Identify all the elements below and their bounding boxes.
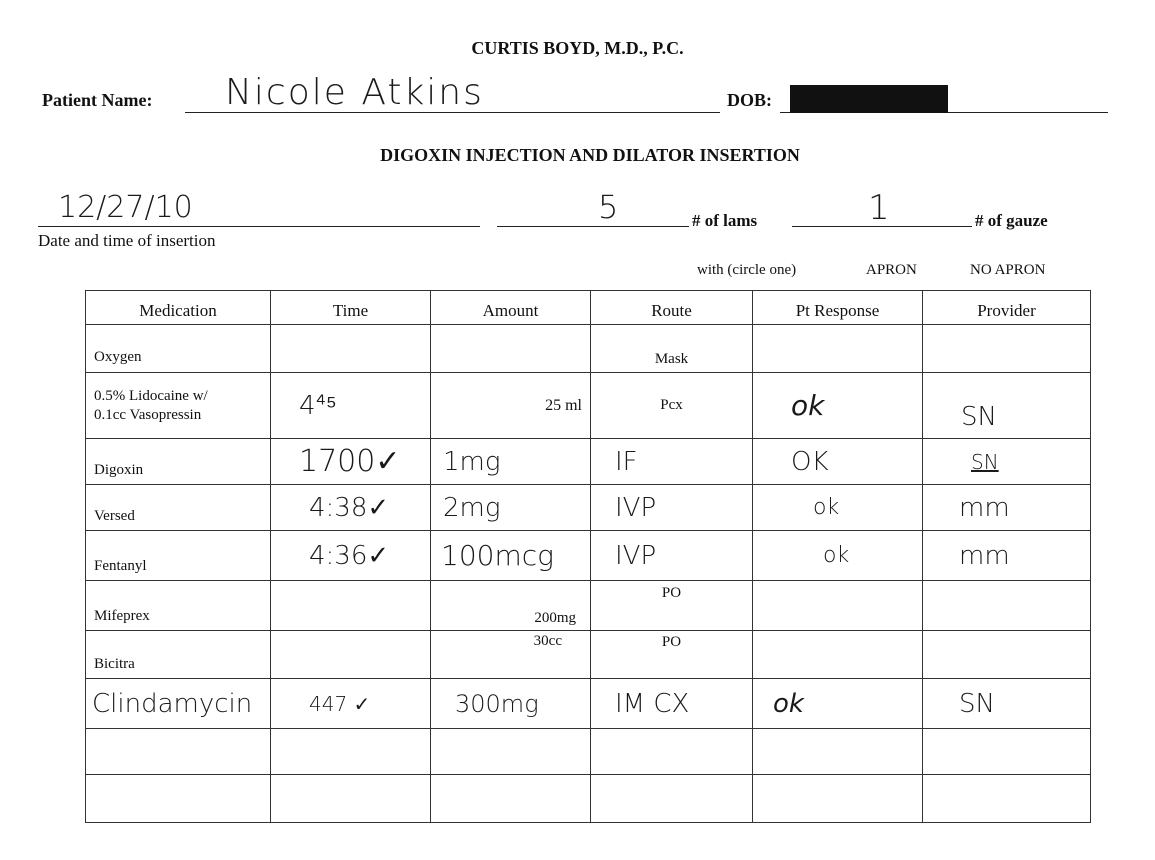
time-value: 447 ✓ — [309, 691, 371, 716]
response-cell — [753, 775, 923, 823]
response-value: ok — [791, 389, 825, 422]
medication-cell — [86, 531, 271, 581]
provider-value: SN — [959, 688, 995, 719]
route-value: Pcx — [660, 397, 683, 413]
medication-name: Oxygen — [94, 349, 142, 365]
provider-value: SN — [971, 449, 999, 474]
clinic-name: CURTIS BOYD, M.D., P.C. — [471, 38, 684, 58]
provider-value: SN — [961, 402, 997, 432]
time-cell — [271, 631, 431, 679]
response-cell — [753, 439, 923, 485]
time-cell — [271, 325, 431, 373]
no-apron-option: NO APRON — [970, 262, 1046, 278]
time-cell — [271, 373, 431, 439]
amount-cell — [431, 531, 591, 581]
time-cell — [271, 679, 431, 729]
time-value: 1700✓ — [299, 444, 401, 479]
time-cell — [271, 581, 431, 631]
provider-cell — [923, 373, 1091, 439]
response-cell — [753, 325, 923, 373]
dob-label: DOB: — [727, 90, 772, 110]
gauze-label: # of gauze — [975, 211, 1048, 230]
lams-value: 5 — [598, 188, 619, 226]
route-cell — [591, 679, 753, 729]
medication-cell — [86, 679, 271, 729]
table-row — [86, 325, 1091, 373]
provider-value: mm — [959, 492, 1010, 523]
apron-instruction: with (circle one) — [697, 262, 797, 278]
route-cell — [591, 775, 753, 823]
route-value: IM CX — [615, 688, 690, 719]
table-header-row — [86, 291, 1091, 325]
provider-cell — [923, 631, 1091, 679]
amount-cell — [431, 631, 591, 679]
dob-redaction — [790, 85, 948, 113]
amount-cell — [431, 679, 591, 729]
column-header-pt-response: Pt Response — [753, 291, 923, 325]
amount-value: 100mcg — [441, 539, 554, 572]
column-header-time: Time — [271, 291, 431, 325]
column-header-amount: Amount — [431, 291, 591, 325]
table-row — [86, 581, 1091, 631]
route-cell — [591, 631, 753, 679]
column-header-provider: Provider — [923, 291, 1091, 325]
date-label: Date and time of insertion — [38, 231, 216, 250]
route-value: Mask — [654, 351, 689, 367]
medication-name: Versed — [94, 508, 135, 524]
medication-cell — [86, 439, 271, 485]
table-row — [86, 729, 1091, 775]
table-row — [86, 679, 1091, 729]
provider-cell — [923, 775, 1091, 823]
medication-name: 0.5% Lidocaine w/ — [94, 387, 208, 404]
amount-cell — [431, 581, 591, 631]
time-cell — [271, 531, 431, 581]
response-cell — [753, 679, 923, 729]
route-value: IVP — [615, 492, 657, 523]
medication-name: Digoxin — [94, 462, 144, 478]
date-line — [38, 226, 480, 227]
response-value: ok — [773, 688, 804, 719]
response-cell — [753, 485, 923, 531]
medication-cell — [86, 775, 271, 823]
response-value: OK — [791, 446, 829, 477]
amount-value: 25 ml — [545, 396, 582, 414]
medication-cell — [86, 581, 271, 631]
table-row — [86, 775, 1091, 823]
provider-value: mm — [959, 540, 1010, 571]
time-cell — [271, 485, 431, 531]
provider-cell — [923, 325, 1091, 373]
route-value: PO — [661, 634, 682, 650]
amount-cell — [431, 325, 591, 373]
amount-cell — [431, 485, 591, 531]
time-cell — [271, 775, 431, 823]
amount-cell — [431, 373, 591, 439]
time-value: 4:36✓ — [309, 540, 390, 571]
provider-cell — [923, 485, 1091, 531]
apron-option: APRON — [866, 262, 917, 278]
table-row — [86, 439, 1091, 485]
route-value: IF — [615, 446, 638, 477]
medication-cell — [86, 325, 271, 373]
route-cell — [591, 485, 753, 531]
patient-name-value: Nicole Atkins — [225, 72, 484, 113]
amount-cell — [431, 439, 591, 485]
lams-label: # of lams — [692, 211, 758, 230]
medication-name: Clindamycin — [92, 688, 253, 719]
route-cell — [591, 581, 753, 631]
provider-cell — [923, 581, 1091, 631]
amount-value: 200mg — [534, 610, 576, 626]
route-cell — [591, 373, 753, 439]
amount-value: 300mg — [455, 689, 539, 718]
gauze-value: 1 — [868, 188, 890, 228]
response-cell — [753, 729, 923, 775]
provider-cell — [923, 531, 1091, 581]
medication-table — [85, 290, 1091, 823]
form-title: DIGOXIN INJECTION AND DILATOR INSERTION — [380, 145, 800, 165]
response-cell — [753, 581, 923, 631]
column-header-route: Route — [591, 291, 753, 325]
time-cell — [271, 729, 431, 775]
medication-name: Mifeprex — [94, 608, 150, 624]
provider-cell — [923, 439, 1091, 485]
route-value: IVP — [615, 540, 657, 571]
route-cell — [591, 729, 753, 775]
column-header-medication: Medication — [86, 291, 271, 325]
medication-cell — [86, 373, 271, 439]
route-cell — [591, 325, 753, 373]
amount-cell — [431, 729, 591, 775]
table-row — [86, 373, 1091, 439]
date-value: 12/27/10 — [58, 190, 193, 225]
medication-name-line2: 0.1cc Vasopressin — [94, 406, 202, 423]
table-row — [86, 531, 1091, 581]
amount-value: 30cc — [533, 633, 562, 649]
time-cell — [271, 439, 431, 485]
provider-cell — [923, 679, 1091, 729]
medication-name: Bicitra — [94, 656, 135, 672]
patient-name-label: Patient Name: — [42, 90, 153, 110]
route-cell — [591, 439, 753, 485]
medication-cell — [86, 485, 271, 531]
response-cell — [753, 531, 923, 581]
response-value: ok — [823, 543, 850, 568]
amount-value: 1mg — [443, 446, 501, 477]
medication-cell — [86, 729, 271, 775]
provider-cell — [923, 729, 1091, 775]
time-value: 4:38✓ — [309, 492, 390, 523]
response-cell — [753, 631, 923, 679]
response-cell — [753, 373, 923, 439]
route-value: PO — [661, 585, 682, 601]
table-row — [86, 485, 1091, 531]
amount-cell — [431, 775, 591, 823]
table-row — [86, 631, 1091, 679]
amount-value: 2mg — [443, 492, 501, 523]
route-cell — [591, 531, 753, 581]
time-value: 4⁴⁵ — [299, 391, 337, 421]
medication-cell — [86, 631, 271, 679]
response-value: ok — [813, 495, 840, 520]
lams-line — [497, 226, 689, 227]
medication-name: Fentanyl — [94, 558, 147, 574]
